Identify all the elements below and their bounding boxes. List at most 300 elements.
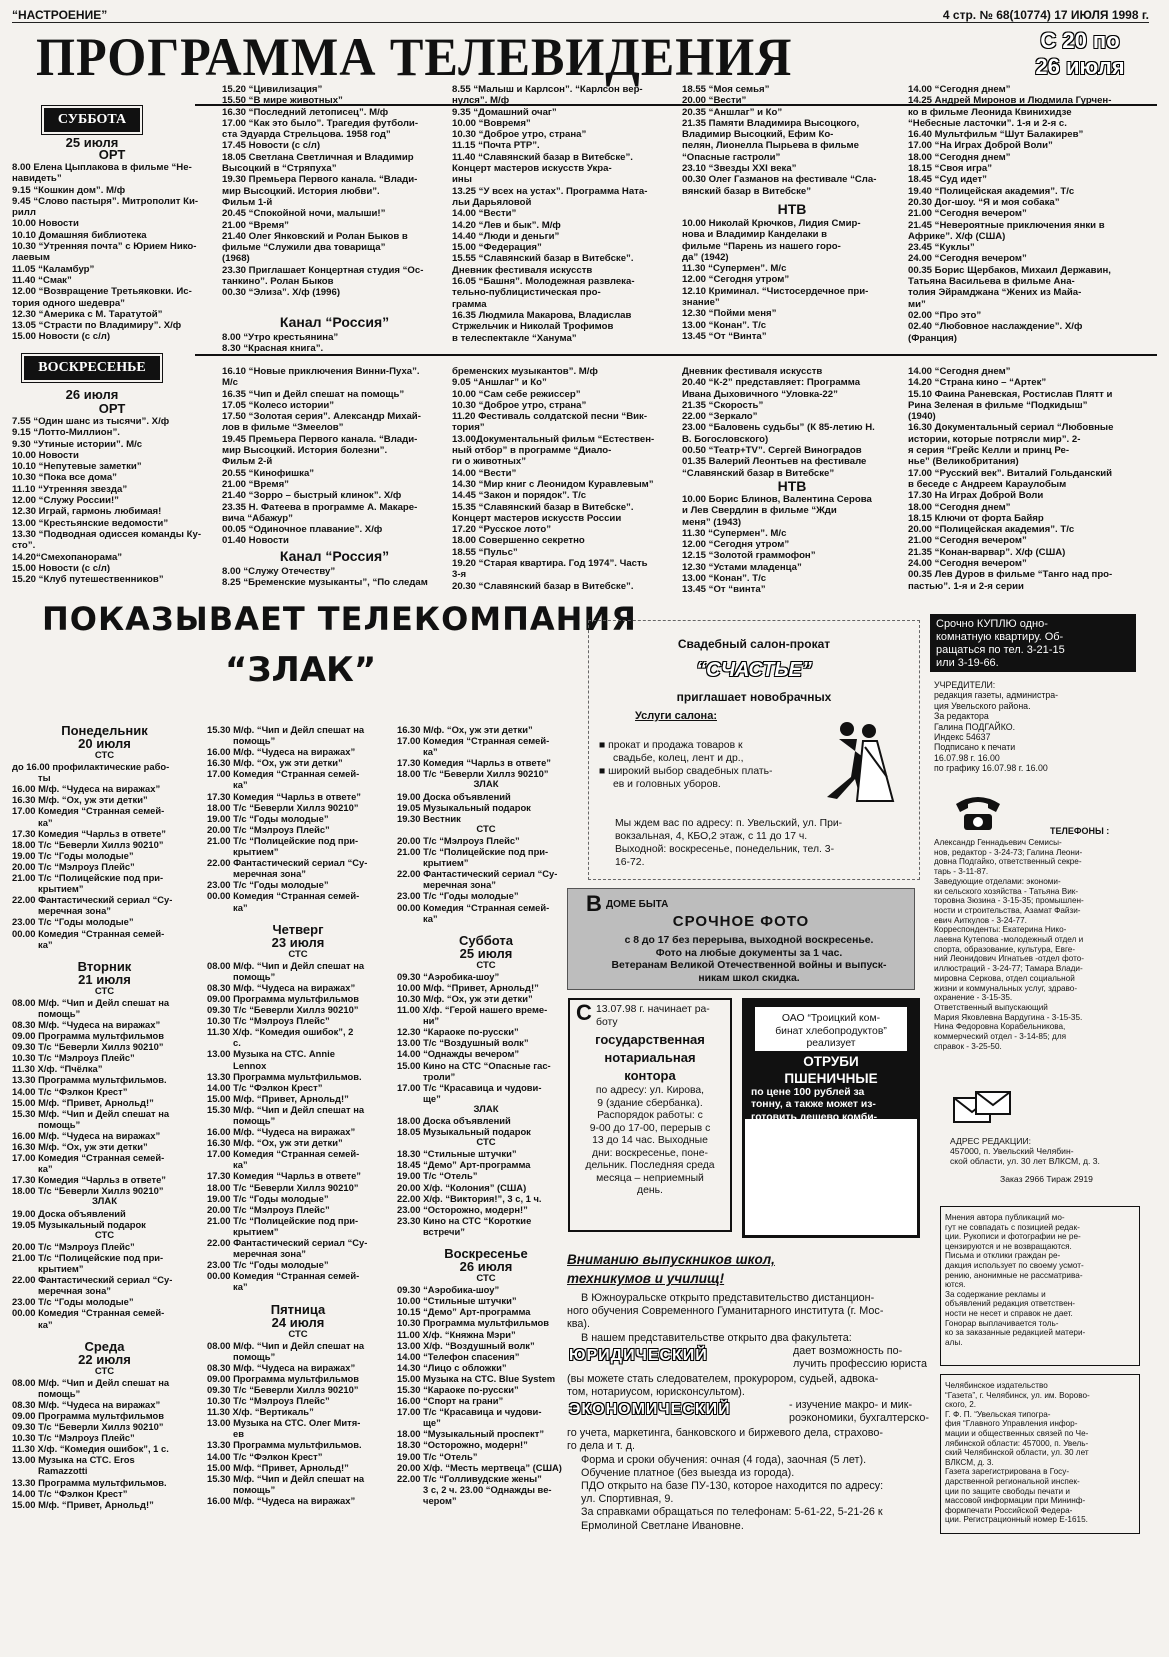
schedule-line: 10.15 “Демо” Арт-программа xyxy=(397,1306,531,1318)
schedule-line: 16.30 М/ф. “Ох, уж эти детки” xyxy=(207,757,343,769)
text-line: фильме “Служили два товарища” xyxy=(222,242,386,254)
schedule-line: 00.00 Комедия “Странная семей- xyxy=(12,1307,165,1319)
text-line: дакция использует по своему усмот- xyxy=(945,1260,1084,1270)
text-line: 12.15 “Золотой граммофон” xyxy=(682,550,816,562)
text-line: 21.00 “Сегодня вечером” xyxy=(908,535,1027,547)
text-line: 20.30 “Славянский базар в Витебске”. xyxy=(452,580,634,592)
schedule-line: 13.30 Программа мультфильмов. xyxy=(207,1070,362,1082)
schedule-line: 22.00 Фантастический сериал “Су- xyxy=(207,857,368,869)
text-line: 10.30 “Доброе утро, страна” xyxy=(452,129,587,141)
text-line: ции по защите свободы печати и xyxy=(945,1486,1070,1496)
text-line: 9-00 до 17-00, перерыв с xyxy=(589,1122,711,1134)
text-line: 17.45 Новости (с с/л) xyxy=(222,140,321,152)
text-line: Ивана Дыховичного “Уловка-22” xyxy=(682,388,838,400)
text-line: 12.30 “Устами младенца” xyxy=(682,561,802,573)
text-line: 15.00 Новости (с с/л) xyxy=(12,562,111,574)
schedule-line: встречи” xyxy=(423,1225,465,1237)
text-line: Владимир Высоцкий, Ефим Ко- xyxy=(682,129,834,141)
text-line: ский Челябинской области, ул. 30 лет xyxy=(945,1448,1089,1458)
text-line: ев и головных уборов. xyxy=(613,779,721,790)
text-line: 00.35 Борис Щербаков, Михаил Державин, xyxy=(908,264,1111,276)
text-line: свадьбе, колец, лент и др., xyxy=(613,753,744,764)
text-line: 23.30 Приглашает Концертная студия “Ос- xyxy=(222,264,424,276)
text-line: 00.50 “Театр+TV”. Сергей Виноградов xyxy=(682,445,862,457)
text-line: “Опасные гастроли” xyxy=(682,151,781,163)
schedule-line: 13.00 Т/с “Воздушный волк” xyxy=(397,1037,529,1049)
sunday-date: 26 июля xyxy=(65,387,119,402)
schedule-line: помощь” xyxy=(38,1118,81,1130)
text-line: 14.20 “Лев и бык”. М/ф xyxy=(452,219,561,231)
schedule-line: 23.00 Т/с “Годы молодые” xyxy=(397,890,519,902)
text-line: 10.00 “Сам себе режиссер” xyxy=(452,388,581,400)
text-line: 14.25 Андрей Миронов и Людмила Гурчен- xyxy=(908,95,1112,107)
schedule-line: 14.00 Т/с “Фэлкон Крест” xyxy=(207,1081,323,1093)
schedule-line: троли” xyxy=(423,1070,456,1082)
text-line: Дневник фестиваля искусств xyxy=(452,264,593,276)
sunday-col-4b xyxy=(682,494,902,596)
text-line: Мы ждем вас по адресу: п. Увельский, ул. При- xyxy=(615,818,843,829)
schedule-line: 18.45 “Демо” Арт-программа xyxy=(397,1159,531,1171)
schedule-line: 13.00 Музыка на СТС. Eros xyxy=(12,1454,135,1466)
text-line: лучить профессию юриста xyxy=(793,1358,927,1371)
salon-services xyxy=(599,739,809,791)
bran-ad-lines xyxy=(745,1087,917,1200)
schedule-line: 20.00 Т/с “Мэлроуз Плейс” xyxy=(12,1240,135,1252)
text-line: 20.45 “Спокойной ночи, малыши!” xyxy=(222,208,386,220)
day-heading: Воскресенье xyxy=(444,1246,528,1262)
text-line: тарь - 3-11-87. xyxy=(934,867,989,877)
text-line: 12.00 “Сегодня утром” xyxy=(682,274,790,286)
text-line: го дела и т. д. xyxy=(567,1440,636,1453)
text-line: Заведующие отделами: экономи- xyxy=(934,876,1061,886)
text-line: Александр Геннадьевич Семисы- xyxy=(934,838,1062,847)
text-line: 18.15 “Своя игра” xyxy=(908,163,993,175)
schedule-line: 19.00 Т/с “Годы молодые” xyxy=(207,1192,329,1204)
text-line: нов, редактор - 3-24-73; Галина Леони- xyxy=(934,847,1083,857)
schedule-line: 14.00 “Однажды вечером” xyxy=(397,1048,520,1060)
text-line: 12.10 Криминал. “Чистосердечное при- xyxy=(682,285,869,297)
text-line: ПШЕНИЧНЫЕ xyxy=(784,1070,878,1086)
text-line: За справками обращаться по телефонам: 5-61-22, 5-21-26 к xyxy=(581,1506,883,1519)
text-line: ВЛКСМ, д. 3. xyxy=(945,1457,994,1467)
text-line: 17.00 “Как это было”. Трагедия футболи- xyxy=(222,117,419,129)
text-line: объявлений редакция ответствен- xyxy=(945,1299,1075,1309)
sunday-col-4 xyxy=(682,366,902,479)
sunday-channel-rossiya: Канал “Россия” xyxy=(279,548,390,564)
schedule-line: 18.00 Т/с “Беверли Хиллз 90210” xyxy=(207,801,359,813)
text-line: цензируются и не возвращаются. xyxy=(945,1241,1072,1251)
schedule-line: 18.00 Т/с “Беверли Хиллз 90210” xyxy=(397,768,549,780)
text-line: 12.30 “Америка с М. Таратутой” xyxy=(12,308,163,320)
text-line: торовна Зюзина - 3-15-35; промышлен- xyxy=(934,896,1084,906)
text-line: фия “Главного Управления инфор- xyxy=(945,1419,1078,1429)
schedule-line: меречная зона” xyxy=(233,868,306,880)
schedule-line: 15.30 “Караоке по-русски” xyxy=(397,1383,519,1395)
schedule-line: крытием” xyxy=(233,846,279,858)
schedule-line: ка” xyxy=(38,1318,53,1330)
schedule-line: ка” xyxy=(233,1281,248,1293)
schedule-line: помощь” xyxy=(233,1350,276,1362)
text-line: навидеть” xyxy=(12,173,62,185)
text-line: тория одного шедевра” xyxy=(12,297,125,309)
notary-ad-letter: С xyxy=(576,1000,592,1025)
text-line: 18.15 Ключи от форта Байяр xyxy=(908,512,1044,524)
text-line: по графику 16.07.98 г. 16.00 xyxy=(934,763,1048,774)
text-line: Нина Федоровна Корабельникова, xyxy=(934,1022,1066,1032)
text-line: 15.00 “Федерация” xyxy=(452,242,542,254)
text-line: 14.00 “Сегодня днем” xyxy=(908,366,1011,377)
text-line: 14.20 “Страна кино – “Артек” xyxy=(908,377,1047,389)
schedule-line: 20.00 Т/с “Мэлроуз Плейс” xyxy=(397,834,520,846)
text-line: льи Дарьяловой xyxy=(452,196,532,208)
text-line: 18.55 “Пульс” xyxy=(452,546,518,558)
text-line: Ответственный выпускающий xyxy=(934,1002,1048,1012)
text-line: 17.50 “Золотая серия”. Александр Михай- xyxy=(222,411,421,423)
text-line: 9.05 “Аншлаг” и Ко” xyxy=(452,377,547,389)
schedule-line: 15.00 М/ф. “Привет, Арнольд!” xyxy=(12,1498,154,1510)
channel-name: ЗЛАК xyxy=(473,779,499,791)
schedule-line: 09.30 “Аэробика-шоу” xyxy=(397,970,500,982)
schedule-line: ка” xyxy=(233,779,248,791)
schedule-line: 09.30 Т/с “Беверли Хиллз 90210” xyxy=(207,1004,359,1016)
text-line: 18.00 “Сегодня днем” xyxy=(908,151,1011,163)
text-line: 23.10 “Звезды XXI века” xyxy=(682,163,797,175)
schedule-line: помощь” xyxy=(38,1387,81,1399)
text-line: 11.15 “Почта РТР”. xyxy=(452,140,540,152)
text-line: 20.35 “Аншлаг” и Ко” xyxy=(682,106,783,118)
schedule-line: 15.30 М/ф. “Чип и Дейл спешат на xyxy=(12,1107,170,1119)
text-line: 13.45 “От “Винта” xyxy=(682,330,767,342)
text-line: ции. Регистрационный номер Е-1615. xyxy=(945,1515,1088,1525)
saturday-channel-rossiya: Канал “Россия” xyxy=(279,314,390,330)
text-line: 9.30 “Утиные истории”. М/с xyxy=(12,438,143,450)
saturday-col-2 xyxy=(222,84,447,299)
text-line: 21.45 “Невероятные приключения янки в xyxy=(908,219,1105,231)
text-line: 11.40 “Славянский базар в Витебске”. xyxy=(452,151,633,163)
text-line: я серия “Грейс Келли и принц Ре- xyxy=(908,445,1070,457)
text-line: “Славянский базар в Витебске” xyxy=(682,467,835,479)
day-date: 21 июля xyxy=(78,971,131,987)
schedule-line: 23.00 Т/с “Годы молодые” xyxy=(207,1259,329,1271)
schedule-line: 19.00 Доска объявлений xyxy=(12,1207,126,1219)
text-line: Газета зарегистрирована в Госу- xyxy=(945,1467,1070,1477)
text-line: 22.00 “Зеркало” xyxy=(682,411,758,423)
text-line: 20.55 “Кинофишка” xyxy=(222,467,315,479)
text-line: тельно-публицистическая про- xyxy=(452,287,601,299)
text-line: том, нотариусом, юрисконсультом). xyxy=(567,1386,745,1399)
text-line: 10.10 Домашняя библиотека xyxy=(12,229,147,241)
text-line: день. xyxy=(637,1185,663,1196)
channel-name: ЗЛАК xyxy=(473,1103,499,1115)
text-line: меня” (1943) xyxy=(682,516,742,528)
saturday-col-4 xyxy=(682,84,902,197)
text-line: бременских музыкантов”. М/ф xyxy=(452,366,598,377)
channel-name: СТС xyxy=(94,1229,115,1241)
text-line: В. Богословского) xyxy=(682,433,769,445)
text-line: 16.35 “Чип и Дейл спешат на помощь” xyxy=(222,388,405,400)
text-line: лаевым xyxy=(12,252,50,264)
text-line: нова и Владимир Канделаки в xyxy=(682,229,828,241)
schedule-line: 10.30 Программа мультфильмов xyxy=(397,1317,550,1329)
text-line: За редактора xyxy=(934,711,989,722)
text-line: истории, которые потрясли мир”. 2- xyxy=(908,433,1081,445)
imprint-notes xyxy=(940,1206,1140,1366)
day-date: 25 июля xyxy=(459,945,513,961)
wedding-couple-icon xyxy=(817,717,897,805)
schedule-line: 18.00 “Музыкальный проспект” xyxy=(397,1428,545,1440)
day-date: 26 июля xyxy=(459,1259,513,1275)
schedule-line: ка” xyxy=(233,901,248,913)
text-line: Распорядок работы: с xyxy=(597,1110,703,1121)
text-line: 23.45 “Куклы” xyxy=(908,242,975,254)
sunday-col-3 xyxy=(452,366,677,592)
text-line: 14.00 “Вести” xyxy=(452,467,517,479)
schedule-line: 09.30 “Аэробика-шоу” xyxy=(397,1284,500,1296)
text-line: нотариальная xyxy=(604,1050,696,1065)
grads-p4 xyxy=(567,1427,922,1453)
schedule-line: до 16.00 профилактические рабо- xyxy=(12,761,170,773)
text-line: иллюстраций - 3-24-77; Тамара Влади- xyxy=(934,964,1083,974)
channel-name: СТС xyxy=(476,823,496,835)
text-line: формпечати Российской Федера- xyxy=(945,1505,1073,1515)
text-line: 15.20 “Клуб путешественников” xyxy=(12,574,164,586)
text-line: Татьяна Васильева в фильме Ана- xyxy=(908,276,1075,288)
schedule-line: 22.00 Т/с “Голливудские жены” xyxy=(397,1472,542,1484)
schedule-line: 08.30 М/ф. “Чудеса на виражах” xyxy=(12,1018,161,1030)
schedule-line: 11.30 Х/ф. “Комедия ошибок”, 2 xyxy=(207,1026,354,1038)
schedule-line: помощь” xyxy=(233,735,276,747)
schedule-line: 18.00 Доска объявлений xyxy=(397,1115,511,1126)
day-date: 22 июля xyxy=(78,1351,131,1367)
text-line: Фильм 1-й xyxy=(222,196,273,208)
text-line: бинат хлебопродуктов” xyxy=(775,1025,887,1037)
text-line: Обращаться: г. Тро- xyxy=(751,1149,854,1160)
text-line: 14.45 “Закон и порядок”. Т/с xyxy=(452,490,587,502)
text-line: ки сельского хозяйства - Татьяна Вик- xyxy=(934,886,1079,896)
sunday-col-2b xyxy=(222,566,447,589)
schedule-line: 09.00 Программа мультфильмов xyxy=(12,1409,165,1421)
text-line: готовить дешево комби- xyxy=(751,1111,878,1123)
text-line: 21.35 “Скорость” xyxy=(682,399,764,411)
text-line: 13.00 “Конан”. Т/с xyxy=(682,319,767,331)
text-line: ращаться по тел. 3-21-15 xyxy=(936,644,1065,656)
text-line: 01.40 Новости xyxy=(222,535,289,547)
day-heading: Четверг xyxy=(272,921,324,937)
text-line: с 8 до 17 без перерыва, выходной воскресенье. xyxy=(624,935,874,946)
text-line: и Лев Свердлин в фильме “Жди xyxy=(682,505,837,517)
text-line: 8.00 “Служу Отечеству” xyxy=(222,566,336,577)
text-line: 10.00 Новости xyxy=(12,449,79,461)
text-line: ул. Спортивная, 9. xyxy=(581,1493,674,1506)
schedule-line: 23.00 Т/с “Годы молодые” xyxy=(12,916,134,928)
text-line: 15.55 “Славянский базар в Витебске”. xyxy=(452,253,634,265)
text-line: Письма и отклики граждан ре- xyxy=(945,1251,1061,1261)
schedule-line: 18.00 Т/с “Беверли Хиллз 90210” xyxy=(12,838,164,850)
schedule-line: 09.00 Программа мультфильмов xyxy=(207,992,360,1004)
schedule-line: 18.30 “Осторожно, модерн!” xyxy=(397,1439,528,1451)
text-line: 12.00 “Сегодня утром” xyxy=(682,539,790,551)
zlak-col-2 xyxy=(207,724,389,1506)
schedule-line: 22.00 Фантастический сериал “Су- xyxy=(12,1274,173,1286)
text-line: 13.25 “У всех на устах”. Программа Ната- xyxy=(452,185,648,197)
text-line: ква). xyxy=(567,1318,590,1331)
schedule-line: помощь” xyxy=(38,1007,81,1019)
imprint-publisher xyxy=(940,1374,1140,1534)
schedule-line: 08.00 М/ф. “Чип и Дейл спешат на xyxy=(12,1376,170,1388)
schedule-line: 18.30 “Стильные штучки” xyxy=(397,1148,517,1160)
notary-ad xyxy=(568,998,732,1232)
bran-ad-top xyxy=(755,1007,907,1051)
text-line: ко за заказанные редакцией матери- xyxy=(945,1328,1086,1338)
telephone-icon xyxy=(952,790,1004,834)
text-line: 10.30 “Пока все дома” xyxy=(12,472,117,484)
text-line: знание” xyxy=(682,297,720,309)
saturday-col-2b xyxy=(222,332,447,355)
photo-ad-place: ДОМЕ БЫТА xyxy=(606,899,669,910)
salon-address xyxy=(615,817,905,869)
text-line: 10.30 “Утренняя почта” с Юрием Нико- xyxy=(12,241,197,253)
notary-ad-lines xyxy=(578,1085,722,1198)
text-line: го учета, маркетинга, банковского и биржевого дела, страхово- xyxy=(567,1427,883,1440)
channel-name: СТС xyxy=(94,750,115,761)
text-line: да” (1942) xyxy=(682,251,729,263)
text-line: 15.00 Новости (с с/л) xyxy=(12,331,111,343)
sunday-col-5 xyxy=(908,366,1148,592)
sunday-col-1 xyxy=(12,402,212,585)
schedule-line: ев xyxy=(233,1428,244,1440)
photo-ad xyxy=(567,888,915,990)
text-line: 19.40 “Полицейская академия”. Т/с xyxy=(908,185,1075,197)
text-line: 17.05 “Колесо истории” xyxy=(222,399,335,411)
imprint-address xyxy=(950,1136,1146,1166)
text-line: 11.40 “Смак” xyxy=(12,274,72,286)
text-line: ОРТ xyxy=(98,148,126,162)
text-line: 13.30 “Подводная одиссея команды Ку- xyxy=(12,528,202,540)
text-line: 17.20 “Русское лото” xyxy=(452,524,551,536)
text-line: лов в фильме “Змеелов” xyxy=(222,422,344,434)
text-line: вокзальная, 4, КБО,2 этаж, с 11 до 17 ч. xyxy=(615,831,808,842)
schedule-line: 11.30 Х/ф. “Вертикаль” xyxy=(207,1406,314,1418)
salon-invite: приглашает новобрачных xyxy=(676,690,832,704)
text-line: 24.00 “Сегодня вечером” xyxy=(908,253,1027,265)
text-line: 15.35 “Славянский базар в Витебске”. xyxy=(452,501,634,513)
text-line: ги о животных” xyxy=(452,456,526,468)
schedule-line: 15.30 М/ф. “Чип и Дейл спешат на xyxy=(207,1472,365,1484)
schedule-line: 16.00 М/ф. “Чудеса на виражах” xyxy=(207,746,356,758)
text-line: лаевна Кутепова -молодежный отдел и xyxy=(934,935,1084,945)
text-line: ОРТ xyxy=(98,402,126,416)
schedule-line: 17.00 Комедия “Странная семей- xyxy=(207,768,360,780)
schedule-line: 10.30 Т/с “Мэлроуз Плейс” xyxy=(12,1052,135,1064)
schedule-line: 17.30 Комедия “Чарльз в ответе” xyxy=(12,1174,166,1186)
text-line: Выходной: воскресенье, понедельник, тел. 3- xyxy=(615,844,835,855)
text-line: 457000, п. Увельский Челябин- xyxy=(950,1146,1074,1156)
buy-apartment-ad xyxy=(930,614,1136,672)
schedule-line: 14.30 “Лицо с обложки” xyxy=(397,1361,507,1373)
text-line: 8.00 Елена Цыплакова в фильме “Не- xyxy=(12,162,192,173)
text-line: 11.10 “Утренняя звезда” xyxy=(12,483,128,495)
schedule-line: 00.00 Комедия “Странная семей- xyxy=(207,890,360,902)
text-line: 3-я xyxy=(452,569,467,581)
sunday-header xyxy=(12,356,172,402)
text-line: реализует xyxy=(806,1038,856,1049)
schedule-line: 15.30 М/ф. “Чип и Дейл спешат на xyxy=(207,1103,365,1115)
schedule-line: 20.00 Т/с “Мэлроуз Плейс” xyxy=(207,1203,330,1215)
text-line: 00.30 “Элиза”. Х/ф (1996) xyxy=(222,287,341,299)
text-line: 14.00 “Сегодня днем” xyxy=(908,84,1011,95)
text-line: евич Аиткулов - 3-24-77. xyxy=(934,915,1027,925)
schedule-line: 10.00 “Стильные штучки” xyxy=(397,1295,517,1307)
schedule-line: 09.30 Т/с “Беверли Хиллз 90210” xyxy=(12,1041,164,1053)
channel-name: СТС xyxy=(288,1328,308,1340)
photo-ad-letter: В xyxy=(586,891,602,916)
channel-name: ЗЛАК xyxy=(91,1196,118,1208)
text-line: 7.55 “Один шанс из тысячи”. Х/ф xyxy=(12,416,170,427)
day-heading: Вторник xyxy=(77,958,132,974)
schedule-line: ни” xyxy=(423,1015,440,1027)
text-line: 8.00 “Утро крестьянина” xyxy=(222,332,339,343)
text-line: мир Высоцкий. История болезни”. xyxy=(222,445,388,457)
sunday-rule xyxy=(195,354,1157,356)
text-line: в беседе с Андреем Караулобым xyxy=(908,478,1067,490)
imprint-order: Заказ 2966 Тираж 2919 xyxy=(1000,1174,1093,1184)
text-line: Фильм 2-й xyxy=(222,456,273,468)
schedule-line: 3 с, 2 ч. 23.00 “Однажды ве- xyxy=(423,1483,552,1495)
saturday-date: 25 июля xyxy=(65,135,119,150)
schedule-line: ще” xyxy=(423,1092,441,1104)
sunday-label: ВОСКРЕСЕНЬЕ xyxy=(24,356,159,380)
grads-faculty-law: ЮРИДИЧЕСКИЙ xyxy=(569,1346,708,1364)
saturday-col-1 xyxy=(12,148,212,343)
notary-ad-title xyxy=(578,1031,722,1085)
text-line: 20.00 “Вести” xyxy=(682,95,747,107)
text-line: спорта, образование, культура, Евге- xyxy=(934,944,1076,954)
text-line: 20.30 Дог-шоу. “Я и моя собака” xyxy=(908,196,1060,208)
graduates-ad xyxy=(567,1250,929,1533)
text-line: 13.45 “От “винта” xyxy=(682,584,766,596)
text-line: 16.05 “Башня”. Молодежная развлека- xyxy=(452,276,635,288)
schedule-line: 17.00 Т/с “Красавица и чудови- xyxy=(397,1081,542,1093)
text-line: ины xyxy=(452,174,472,186)
text-line: ОТРУБИ xyxy=(803,1053,859,1069)
schedule-line: 15.30 М/ф. “Чип и Дейл спешат на xyxy=(207,724,365,735)
text-line: 13 до 14 час. Выходные xyxy=(592,1135,708,1146)
text-line: 01.35 Валерий Леонтьев на фестивале xyxy=(682,456,867,468)
schedule-line: 19.30 Вестник xyxy=(397,812,461,824)
text-line: (1940) xyxy=(908,411,936,423)
text-line: 8.30 “Красная книга”. xyxy=(222,343,324,355)
text-line: 16.30 “Последний летописец”. М/ф xyxy=(222,106,389,118)
schedule-line: 20.00 Т/с “Мэлроуз Плейс” xyxy=(207,823,330,835)
schedule-line: Ramazzotti xyxy=(38,1465,88,1477)
text-line: Высоцкий в “Стряпуха” xyxy=(222,163,337,175)
text-line: 23.35 Н. Фатеева в программе А. Макаре- xyxy=(222,501,418,513)
text-line: толия Эйрамджана “Жених из Майа- xyxy=(908,287,1082,299)
text-line: 16.30 Документальный сериал “Любовные xyxy=(908,422,1114,434)
text-line: лябинской области: 457000, п. Увель- xyxy=(945,1438,1089,1448)
schedule-line: 15.00 М/ф. “Привет, Арнольд!” xyxy=(12,1096,154,1108)
text-line: государственная xyxy=(595,1032,705,1047)
text-line: ■ прокат и продажа товаров к xyxy=(599,740,743,751)
text-line: М/с xyxy=(222,377,238,389)
text-line: 13.00 “Конан”. Т/с xyxy=(682,573,767,585)
text-line: ного обучения Современного Гуманитарного института (г. Мос- xyxy=(567,1305,884,1318)
salon-name: “СЧАСТЬЕ” xyxy=(696,659,812,681)
schedule-line: 17.00 Т/с “Красавица и чудови- xyxy=(397,1406,542,1418)
spacer xyxy=(207,1293,389,1303)
schedule-line: 17.00 Комедия “Странная семей- xyxy=(12,805,165,817)
schedule-line: 14.00 Т/с “Фэлкон Крест” xyxy=(207,1450,323,1462)
